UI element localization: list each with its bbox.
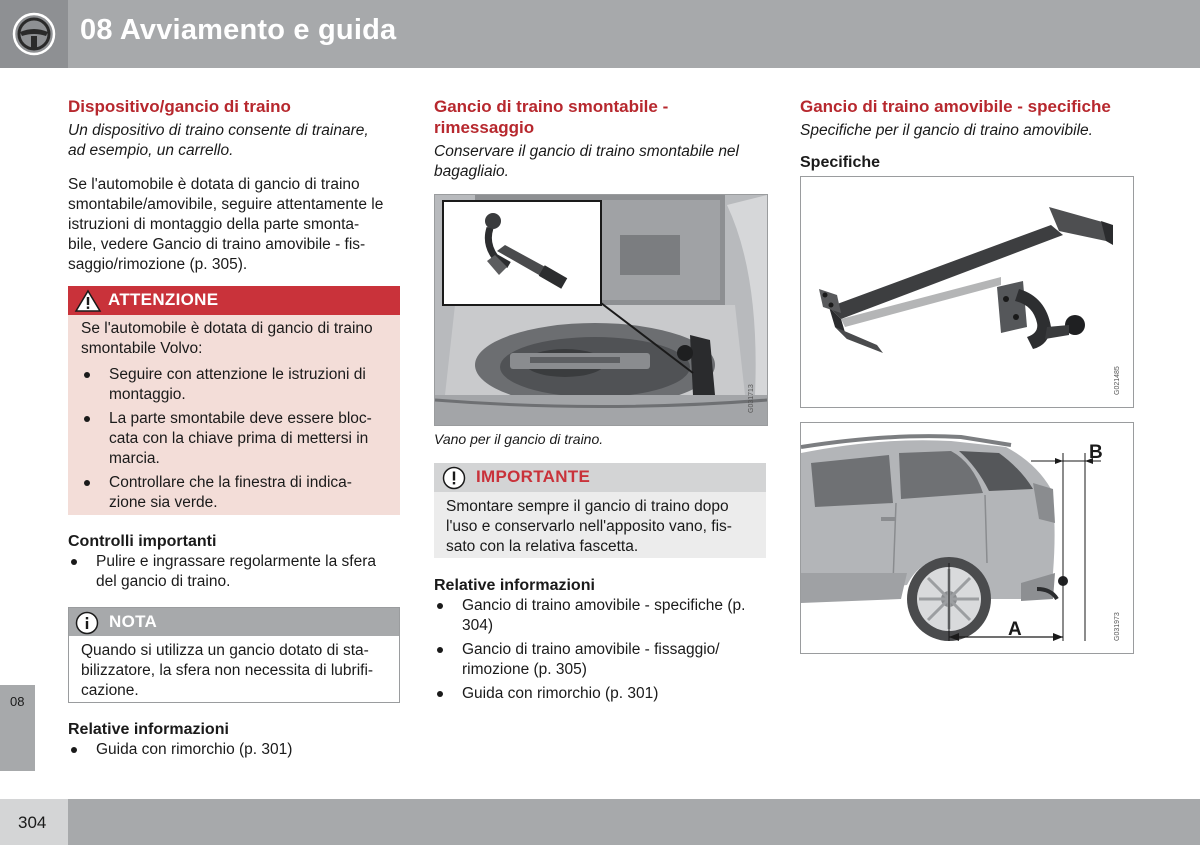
column-2 (434, 96, 768, 182)
list-item-line: cata con la chiave prima di mettersi in (109, 430, 369, 447)
body-line: Se l'automobile è dotata di gancio di traino (68, 176, 360, 193)
body-line: bile, vedere Gancio di traino amovibile - fis- (68, 236, 366, 253)
info-icon (75, 611, 99, 635)
car-dimensions-drawing (801, 423, 1133, 653)
note-line: bilizzatore, la sfera non necessita di lubrifi- (81, 662, 374, 679)
related-info-section (68, 720, 402, 760)
page-number: 304 (18, 813, 47, 832)
warning-content (81, 319, 391, 513)
list-item-line: Pulire e ingrassare regolarmente la sfera (96, 553, 376, 570)
body-line: istruzioni di montaggio della parte smonta- (68, 216, 360, 233)
section-lead: Specifiche per il gancio di traino amovibile. (800, 122, 1093, 139)
list-item (81, 409, 391, 469)
section-heading-line: Gancio di traino smontabile - (434, 97, 669, 116)
side-tab-label: 08 (10, 694, 25, 709)
warning-box (68, 286, 400, 515)
dimension-label-a: A (1008, 619, 1022, 640)
body-line: saggio/rimozione (p. 305). (68, 256, 248, 273)
related-info-section-2 (434, 576, 768, 704)
tow-bar-drawing (801, 177, 1133, 407)
note-line: cazione. (81, 682, 139, 699)
important-box (434, 463, 766, 558)
important-line: sato con la relativa fascetta. (446, 538, 639, 555)
tow-bar-illustration (800, 176, 1134, 408)
chapter-title: 08 Avviamento e guida (80, 14, 397, 46)
car-dimensions-illustration (800, 422, 1134, 654)
lead-line: bagagliaio. (434, 163, 509, 180)
image-caption: Vano per il gancio di traino. (434, 431, 604, 447)
note-line: Quando si utilizza un gancio dotato di sta- (81, 642, 369, 659)
section-body (68, 175, 402, 275)
exclamation-circle-icon (442, 466, 466, 490)
important-content (446, 497, 758, 557)
important-label: IMPORTANTE (476, 467, 591, 486)
related-link-specifications[interactable] (434, 596, 768, 636)
warning-list (81, 365, 391, 513)
list-item-line: del gancio di traino. (96, 573, 231, 590)
related-list (434, 596, 768, 704)
controls-heading: Controlli importanti (68, 533, 217, 550)
related-heading: Relative informazioni (434, 577, 595, 594)
body-line: smontabile/amovibile, seguire attentamente le (68, 196, 384, 213)
column-1 (68, 96, 402, 275)
related-list (68, 740, 402, 760)
related-heading: Relative informazioni (68, 721, 229, 738)
note-header (69, 608, 399, 636)
related-link-mounting[interactable] (434, 640, 768, 680)
specs-heading: Specifiche (800, 154, 881, 171)
list-item-line: Controllare che la finestra di indica- (109, 474, 352, 491)
list-item-line: zione sia verde. (109, 494, 218, 511)
note-label: NOTA (109, 612, 158, 631)
related-link-towing[interactable] (434, 684, 768, 704)
chapter-side-tab (0, 685, 35, 771)
warning-intro-line: Se l'automobile è dotata di gancio di traino (81, 320, 373, 337)
list-item-line: montaggio. (109, 386, 186, 403)
warning-triangle-icon (74, 289, 102, 313)
page-number-box (0, 799, 68, 845)
list-item-line: La parte smontabile deve essere bloc- (109, 410, 372, 427)
related-link-towing[interactable]: Guida con rimorchio (p. 301) (68, 740, 402, 760)
image-code: G031713 (748, 384, 755, 413)
section-heading-line: rimessaggio (434, 118, 535, 137)
list-item-line: Gancio di traino amovibile - specifiche (p. (462, 597, 746, 614)
list-item (68, 552, 402, 592)
warning-header (68, 286, 400, 315)
image-caption-block (434, 430, 768, 448)
important-header (434, 463, 766, 492)
list-item-line: rimozione (p. 305) (462, 661, 587, 678)
warning-intro-line: smontabile Volvo: (81, 340, 203, 357)
lead-line: Conservare il gancio di traino smontabile nel (434, 143, 739, 160)
footer-band (68, 799, 1200, 845)
trunk-drawing (435, 195, 767, 425)
column-3 (800, 96, 1140, 173)
chapter-icon-box (0, 0, 68, 68)
page-header (0, 0, 1200, 68)
important-line: l'uso e conservarlo nell'apposito vano, fis- (446, 518, 732, 535)
important-line: Smontare sempre il gancio di traino dopo (446, 498, 729, 515)
section-heading: Gancio di traino amovibile - specifiche (800, 97, 1111, 116)
trunk-storage-illustration (434, 194, 768, 426)
list-item (81, 473, 391, 513)
section-heading: Dispositivo/gancio di traino (68, 97, 291, 116)
list-item-line: Guida con rimorchio (p. 301) (462, 685, 659, 702)
note-content (81, 641, 393, 701)
list-item-line: Gancio di traino amovibile - fissaggio/ (462, 641, 720, 658)
steering-wheel-icon (0, 0, 68, 68)
section-lead: Un dispositivo di traino consente di trainare, ad esempio, un carrello. (68, 122, 369, 159)
list-item (81, 365, 391, 405)
section-lead (434, 142, 768, 182)
list-item-line: Seguire con attenzione le istruzioni di (109, 366, 366, 383)
warning-label: ATTENZIONE (108, 290, 219, 309)
image-code: G021485 (1114, 366, 1121, 395)
note-box (68, 607, 400, 703)
image-code: G031973 (1114, 612, 1121, 641)
list-item-line: 304) (462, 617, 494, 634)
controls-list (68, 552, 402, 592)
list-item-line: marcia. (109, 450, 160, 467)
dimension-label-b: B (1089, 442, 1103, 463)
controls-section (68, 532, 402, 592)
